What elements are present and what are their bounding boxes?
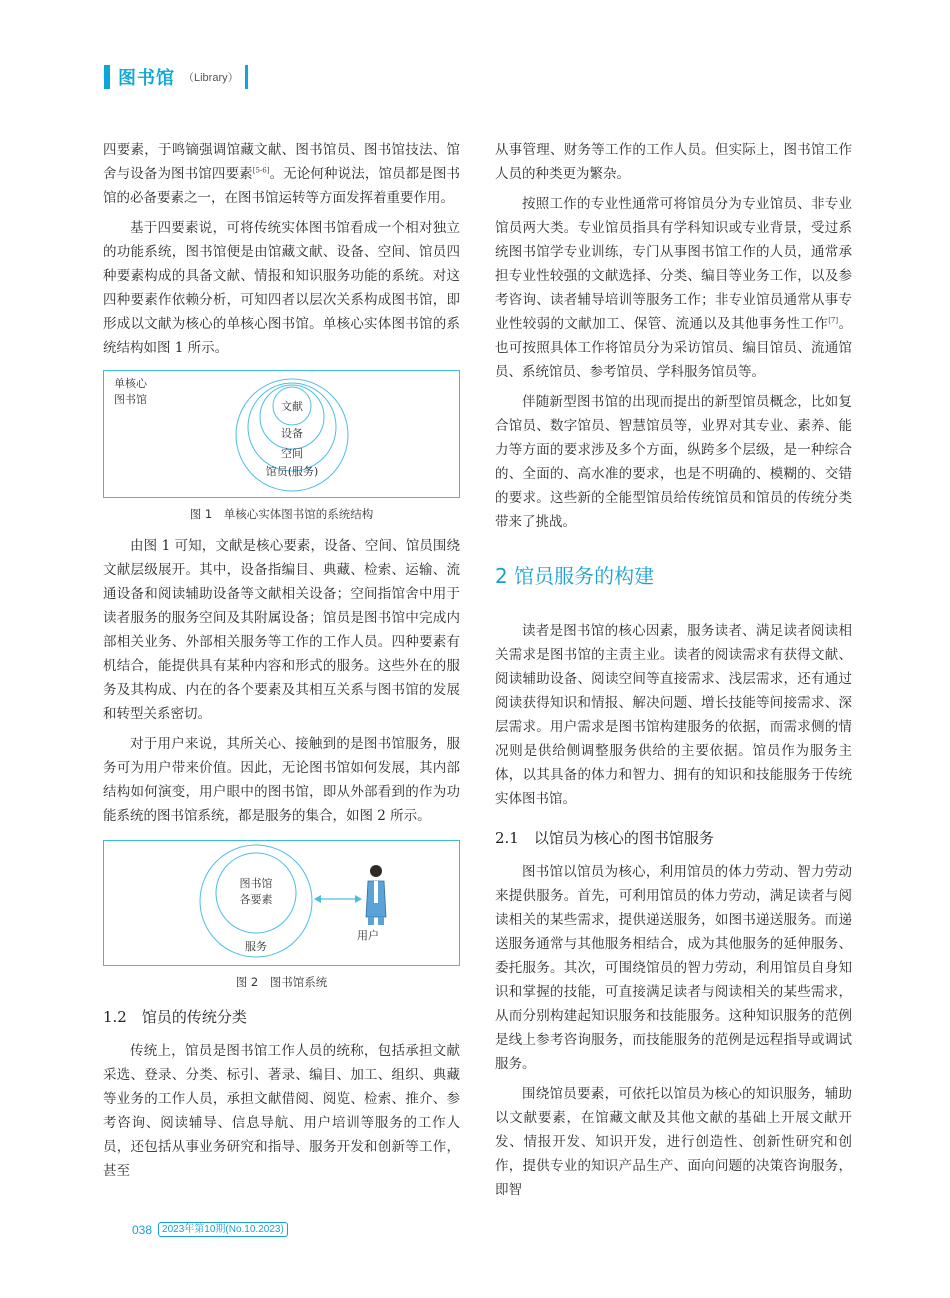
paragraph: 伴随新型图书馆的出现而提出的新型馆员概念，比如复合馆员、数字馆员、智慧馆员等，业界对其专业、素养、能力等方面的要求涉及多个方面，纵跨多个层级，是一种综合的、全面的、高水准的要求，也是不明确的、模糊的、交错的要求。这些新的全能型馆员给传统馆员和馆员的传统分类带来了挑战。: [495, 394, 852, 530]
paragraph: 按照工作的专业性通常可将馆员分为专业馆员、非专业馆员两大类。专业馆员指具有学科知识或专业背景，受过系统图书馆学专业训练，专门从事图书馆工作的人员，通常承担专业性较强的文献选择、分类、编目等业务工作，以及参考咨询、读者辅导培训等服务工作；非专业馆员通常从事专业性较弱的文献加工、保管、流通以及其他事务性工作[7]。也可按照具体工作将馆员分为采访馆员、编目馆员、流通馆员、系统馆员、参考馆员、学科服务馆员等。: [495, 196, 853, 380]
section-heading-1-2: 1.2 馆员的传统分类: [103, 1008, 247, 1026]
citation-ref[interactable]: [7]: [828, 316, 839, 325]
fig2-user-label: 用户: [357, 929, 379, 942]
figure-1-caption: 图 1 单核心实体图书馆的系统结构: [189, 507, 374, 521]
section-heading-2: 2 馆员服务的构建: [495, 564, 655, 588]
fig1-equipment-label: 设备: [281, 427, 303, 440]
journal-subtitle: （Library）: [183, 72, 239, 84]
user-figure-icon: [366, 865, 386, 925]
figure-2: [103, 840, 460, 966]
journal-logo: 图书馆: [118, 68, 175, 89]
paragraph: 从事管理、财务等工作的工作人员。但实际上，图书馆工作人员的种类更为繁杂。: [495, 142, 852, 182]
fig2-inner-line1: 图书馆: [239, 877, 273, 890]
fig1-label-line2: 图书馆: [114, 393, 147, 406]
page-footer: [132, 1222, 288, 1237]
fig1-staff-label: 馆员(服务): [265, 465, 319, 478]
arrow-head-right-icon: [355, 895, 362, 903]
fig2-service-label: 服务: [245, 940, 267, 953]
figure-1-diagram: [104, 371, 459, 497]
figure-2-caption: 图 2 图书馆系统: [235, 975, 328, 989]
left-column: [103, 138, 460, 1189]
fig1-space-label: 空间: [281, 447, 303, 460]
paragraph: 围绕馆员要素，可依托以馆员为核心的知识服务，辅助以文献要素，在馆藏文献及其他文献的基础上开展文献开发、情报开发、知识开发，进行创造性、创新性研究和创作，提供专业的知识产品生产、面向问题的决策咨询服务，即智: [495, 1086, 852, 1198]
paragraph: 四要素，于鸣镝强调馆藏文献、图书馆员、图书馆技法、馆舍与设备为图书馆四要素[5-6]。无论何种说法，馆员都是图书馆的必备要素之一，在图书馆运转等方面发挥着重要作用。: [103, 142, 461, 206]
paragraph: 图书馆以馆员为核心，利用馆员的体力劳动、智力劳动来提供服务。首先，可利用馆员的体力劳动，满足读者与阅读相关的某些需求，提供递送服务，如图书递送服务。而递送服务通常与其他服务相结合，成为其他服务的延伸服务、委托服务。其次，可围绕馆员的智力劳动，利用馆员自身知识和掌握的技能，可直接满足读者与阅读相关的某些需求，从而分别构建起知识服务和技能服务。这种知识服务的范例是线上参考咨询服务，而技能服务的范例是远程指导或调试服务。: [495, 864, 852, 1072]
fig1-core-label: 文献: [281, 400, 303, 413]
paragraph: 读者是图书馆的核心因素，服务读者、满足读者阅读相关需求是图书馆的主责主业。读者的阅读需求有获得文献、阅读辅助设备、阅读空间等直接需求、浅层需求，还有通过阅读获得知识和情报、解决问题、增长技能等间接需求、深层需求。用户需求是图书馆构建服务的依据，而需求侧的情况则是供给侧调整服务供给的主要依据。馆员作为服务主体，以其具备的体力和智力、拥有的知识和技能服务于传统实体图书馆。: [495, 623, 852, 807]
paragraph: 传统上，馆员是图书馆工作人员的统称，包括承担文献采选、登录、分类、标引、著录、编目、加工、组织、典藏等业务的工作人员，承担文献借阅、阅览、检索、推介、参考咨询、阅读辅导、信息导航、用户培训等服务的工作人员，还包括从事业务研究和指导、服务开发和创新等工作，甚至: [103, 1043, 460, 1179]
paragraph: 基于四要素说，可将传统实体图书馆看成一个相对独立的功能系统，图书馆便是由馆藏文献、设备、空间、馆员四种要素构成的具备文献、情报和知识服务功能的系统。对这四种要素作依赖分析，可知四者以层次关系构成图书馆，即形成以文献为核心的单核心图书馆。单核心实体图书馆的系统结构如图 1 所示。: [103, 220, 460, 356]
section-heading-2-1: 2.1 以馆员为核心的图书馆服务: [495, 829, 714, 847]
issue-badge: 2023年第10期(No.10.2023): [158, 1222, 288, 1237]
arrow-head-left-icon: [314, 895, 321, 903]
right-column: [495, 138, 852, 1208]
figure-2-diagram: [104, 841, 459, 965]
paragraph: 由图 1 可知，文献是核心要素，设备、空间、馆员围绕文献层级展开。其中，设备指编目、典藏、检索、运输、流通设备和阅读辅助设备等文献相关设备；空间指馆舍中用于读者服务的服务空间及其附属设备；馆员是图书馆中完成内部相关业务、外部相关服务等工作的工作人员。四种要素有机结合，能提供具有某种内容和形式的服务。这些外在的服务及其构成、内在的各个要素及其相互关系与图书馆的发展和转型关系密切。: [103, 538, 460, 722]
fig1-label-line1: 单核心: [114, 377, 147, 390]
header-accent-bar: [104, 65, 110, 89]
fig2-inner-line2: 各要素: [239, 893, 273, 906]
figure-1: [103, 370, 460, 498]
paragraph: 对于用户来说，其所关心、接触到的是图书馆服务，服务可为用户带来价值。因此，无论图书馆如何发展，其内部结构如何演变，用户眼中的图书馆，即从外部看到的作为功能系统的图书馆系统，都是服务的集合，如图 2 所示。: [103, 736, 460, 824]
running-header: [104, 64, 248, 90]
page-number: 038: [132, 1222, 153, 1237]
header-accent-bar-right: [245, 65, 248, 89]
citation-ref[interactable]: [5-6]: [252, 166, 270, 175]
